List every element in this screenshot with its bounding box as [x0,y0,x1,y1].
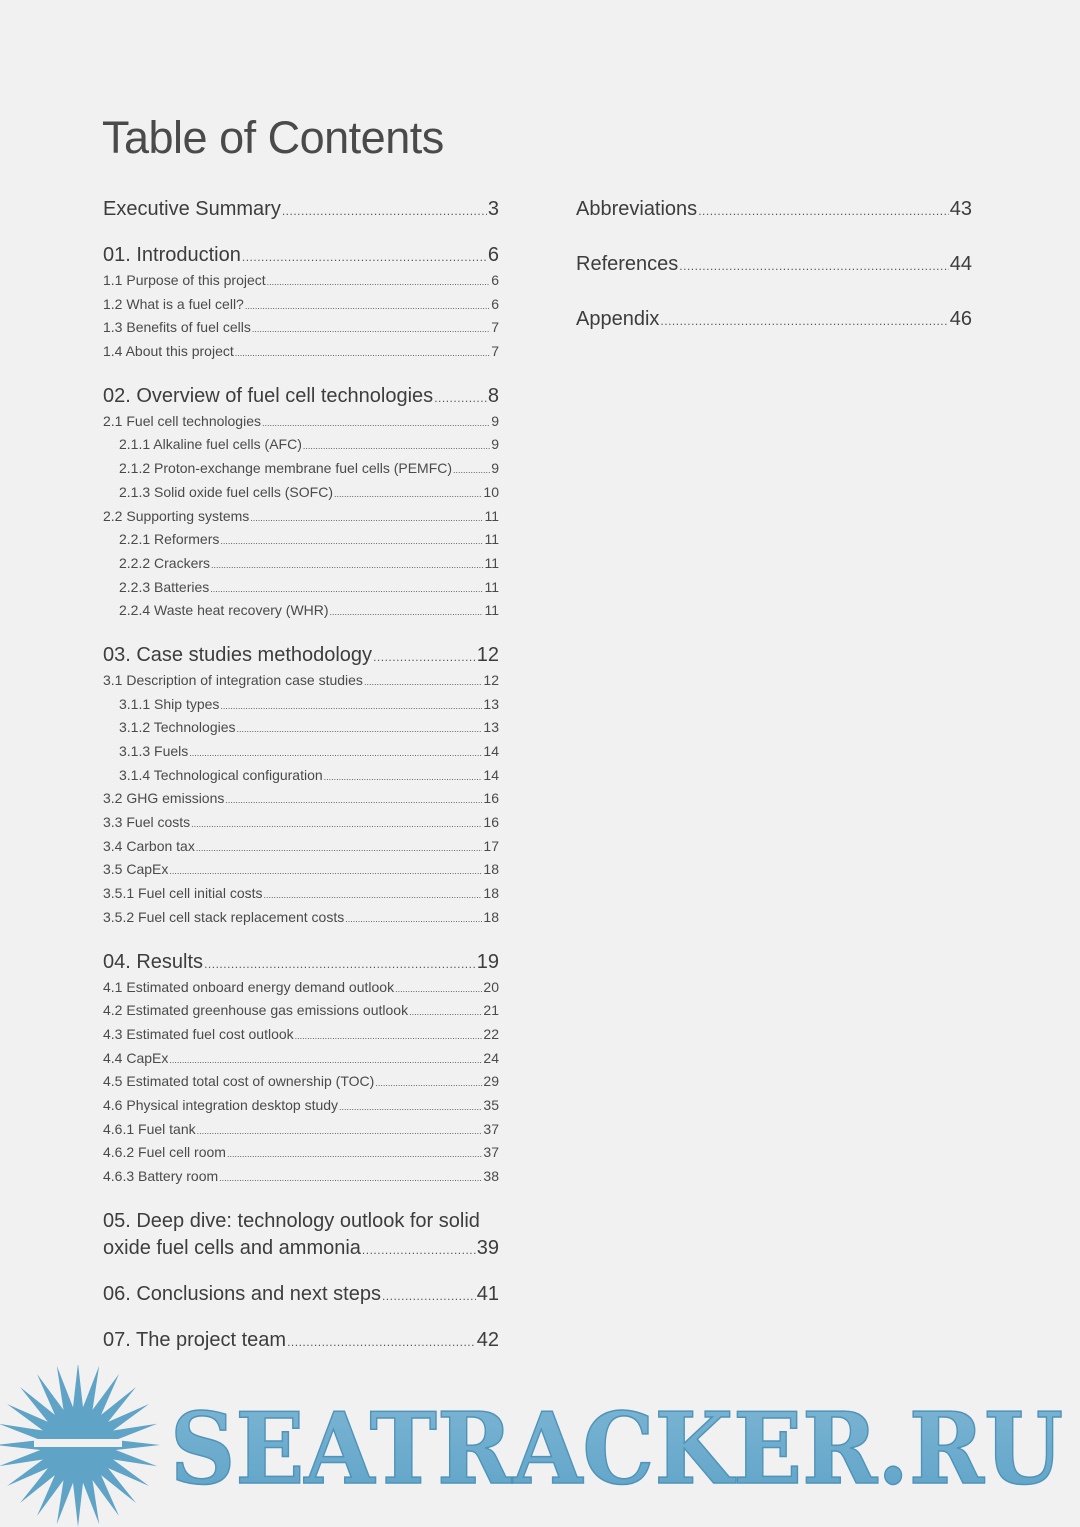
toc-entry-label: 07. The project team [103,1328,287,1351]
toc-subsection[interactable] [103,269,499,293]
toc-section [576,196,972,223]
toc-entry-page: 18 [483,885,499,902]
watermark [0,1365,1080,1527]
toc-subsection[interactable] [103,835,499,859]
dot-leader [453,457,490,481]
toc-section [103,1208,499,1262]
toc-section [103,1281,499,1308]
toc-entry-label: 4.4 CapEx [103,1049,169,1066]
toc-entry-page: 13 [483,719,499,736]
dot-leader [262,410,490,434]
toc-entry-label: 4.6 Physical integration desktop study [103,1096,339,1113]
dot-leader [237,716,483,740]
toc-chapter[interactable] [103,196,499,223]
toc-entry-page: 11 [484,507,499,524]
dot-leader [196,835,483,859]
page-title: Table of Contents [102,112,444,163]
dot-leader [169,858,482,882]
toc-entry-page: 12 [483,671,499,688]
dot-leader [287,1327,476,1354]
dot-leader [197,1118,483,1142]
toc-entry-label: 2.1.1 Alkaline fuel cells (AFC) [119,436,302,453]
toc-entry-label: 1.1 Purpose of this project [103,272,266,288]
toc-entry-page: 9 [491,460,499,477]
toc-section [103,642,499,930]
toc-section [103,196,499,223]
dot-leader [191,811,482,835]
toc-subsection[interactable] [103,576,499,600]
toc-entry-page: 29 [483,1073,499,1090]
toc-entry-label: 4.6.3 Battery room [103,1168,219,1184]
toc-entry-label: 4.5 Estimated total cost of ownership (TOC) [103,1073,375,1090]
toc-entry-page: 18 [483,908,499,925]
toc-subsection[interactable] [103,599,499,623]
toc-entry-page: 24 [483,1049,499,1066]
dot-leader [211,552,483,576]
toc-entry-label: Appendix [576,308,660,330]
toc-subsection[interactable] [103,481,499,505]
toc-entry-page: 7 [491,343,499,360]
dot-leader [362,1235,476,1262]
dot-leader [698,196,949,223]
toc-subsection[interactable] [103,811,499,835]
toc-entry-label: 4.6.1 Fuel tank [103,1120,196,1137]
toc-chapter[interactable] [103,1281,499,1308]
dot-leader [382,1281,476,1308]
toc-entry-page: 35 [483,1096,499,1113]
toc-subsection[interactable] [103,882,499,906]
toc-subsection[interactable] [103,976,499,1000]
toc-entry-page: 16 [483,814,499,831]
toc-entry-label: 3.4 Carbon tax [103,837,195,854]
dot-leader [375,1070,482,1094]
toc-subsection[interactable] [103,552,499,576]
toc-entry-page: 16 [483,790,499,807]
dot-leader [225,787,482,811]
dot-leader [189,740,482,764]
toc-subsection[interactable] [103,999,499,1023]
toc-entry-page: 22 [483,1025,499,1042]
toc-entry-label: 04. Results [103,950,204,973]
toc-subsection[interactable] [103,1165,499,1189]
toc-section [576,251,972,278]
toc-subsection[interactable] [103,1094,499,1118]
toc-entry-label: 01. Introduction [103,244,241,266]
dot-leader [210,576,483,600]
toc-subsection[interactable] [103,505,499,529]
toc-entry-page: 7 [491,319,499,336]
toc-entry-label: 3.5.1 Fuel cell initial costs [103,885,263,902]
toc-entry-page: 11 [484,531,499,548]
toc-chapter[interactable] [103,1235,499,1262]
toc-entry-label: 1.2 What is a fuel cell? [103,295,244,312]
dot-leader [434,383,487,410]
dot-leader [334,481,482,505]
toc-entry-label: 2.2 Supporting systems [103,507,250,524]
toc-subsection[interactable] [103,1141,499,1165]
toc-subsection[interactable] [103,906,499,930]
dot-leader [242,242,487,269]
toc-entry-label: 06. Conclusions and next steps [103,1282,381,1305]
toc-entry-page: 19 [476,950,499,973]
toc-entry-page: 44 [949,253,972,275]
toc-entry-page: 8 [487,384,499,407]
sun-burst-icon [0,1365,160,1527]
toc-entry-page: 11 [484,554,499,571]
toc-entry-label: 4.2 Estimated greenhouse gas emissions outlook [103,1002,409,1019]
toc-section [576,306,972,333]
toc-entry-label: 4.1 Estimated onboard energy demand outlook [103,978,395,995]
toc-subsection[interactable] [103,740,499,764]
toc-entry-label: References [576,253,679,275]
dot-leader [264,882,483,906]
toc-entry-label: 3.2 GHG emissions [103,790,225,807]
dot-leader [345,906,482,930]
toc-subsection[interactable] [103,693,499,717]
toc-section [103,383,499,623]
toc-entry-label: 2.2.3 Batteries [119,578,210,595]
toc-section [103,1327,499,1354]
toc-entry-page: 3 [487,198,499,220]
toc-subsection[interactable] [103,340,499,364]
dot-leader [364,669,482,693]
toc-entry-page: 11 [484,602,499,619]
toc-entry-label: 2.2.1 Reformers [119,531,220,548]
toc-entry-label: 2.1.3 Solid oxide fuel cells (SOFC) [119,483,333,500]
toc-entry-page: 6 [487,244,499,266]
toc-subsection[interactable] [103,787,499,811]
toc-entry-label: 3.1 Description of integration case studies [103,671,363,688]
dot-leader [227,1141,482,1165]
dot-leader [679,251,948,278]
toc-entry-page: 37 [483,1120,499,1137]
toc-subsection[interactable] [103,1118,499,1142]
toc-entry-page: 42 [476,1328,499,1351]
toc-entry-label: 1.3 Benefits of fuel cells [103,319,251,336]
toc-subsection[interactable] [103,1070,499,1094]
toc-entry-page: 9 [491,412,499,429]
toc-entry-label: Executive Summary [103,198,281,220]
toc-entry-page: 18 [483,861,499,878]
dot-leader [252,316,490,340]
toc-entry-label: 3.5 CapEx [103,861,169,878]
toc-chapter[interactable] [576,251,972,278]
toc-entry-label: 2.2.4 Waste heat recovery (WHR) [119,602,329,619]
toc-entry-page: 21 [483,1002,499,1019]
toc-subsection[interactable] [103,1023,499,1047]
toc-subsection[interactable] [103,1047,499,1071]
toc-subsection[interactable] [103,433,499,457]
toc-entry-page: 13 [483,695,499,712]
toc-entry-page: 41 [476,1282,499,1305]
toc-entry-label: 3.1.3 Fuels [119,743,189,759]
toc-entry-label: 2.1 Fuel cell technologies [103,412,261,429]
toc-entry-page: 46 [949,308,972,330]
dot-leader [282,196,487,223]
sun-horizon [34,1439,122,1447]
dot-leader [660,306,948,333]
toc-subsection[interactable] [103,457,499,481]
toc-subsection[interactable] [103,716,499,740]
toc-entry-page: 17 [483,837,499,854]
toc-entry-page: 11 [484,578,499,595]
toc-chapter[interactable] [103,383,499,410]
toc-chapter[interactable] [576,196,972,223]
toc-subsection[interactable] [103,764,499,788]
dot-leader [250,505,483,529]
toc-subsection[interactable] [103,410,499,434]
toc-entry-label: 2.2.2 Crackers [119,554,211,571]
toc-subsection[interactable] [103,293,499,317]
toc-entry-label: Abbreviations [576,198,698,220]
toc-entry-label: 4.6.2 Fuel cell room [103,1144,226,1161]
dot-leader [219,1165,482,1189]
dot-leader [324,764,483,788]
toc-chapter[interactable] [103,642,499,669]
toc-entry-page: 43 [949,198,972,220]
toc-entry-page: 38 [483,1168,499,1184]
toc-chapter[interactable] [103,242,499,269]
toc-entry-page: 20 [483,978,499,995]
toc-subsection[interactable] [103,528,499,552]
toc-entry-label: 1.4 About this project [103,343,234,360]
toc-entry-label: 3.1.4 Technological configuration [119,766,323,783]
toc-entry-page: 10 [483,483,499,500]
toc-section [103,242,499,364]
toc-entry-label: 2.1.2 Proton-exchange membrane fuel cells (PEMFC) [119,460,453,477]
toc-entry-page: 12 [476,643,499,666]
toc-entry-label: 02. Overview of fuel cell technologies [103,384,434,407]
toc-entry-label: 3.5.2 Fuel cell stack replacement costs [103,908,345,925]
dot-leader [373,642,476,669]
toc-subsection[interactable] [103,316,499,340]
toc-chapter[interactable] [103,949,499,976]
toc-entry-page: 9 [491,436,499,453]
toc-right-column [576,196,972,361]
watermark-text: SEATRACKER.RU [170,1392,1063,1507]
toc-entry-label: 03. Case studies methodology [103,643,373,666]
toc-entry-page: 39 [476,1236,499,1259]
toc-left-column [103,196,499,1373]
dot-leader [267,269,491,293]
toc-chapter-line1[interactable]: 05. Deep dive: technology outlook for solid [103,1209,480,1232]
toc-entry-page: 14 [483,766,499,783]
toc-entry-label: 3.3 Fuel costs [103,814,191,831]
dot-leader [295,1023,483,1047]
toc-entry-page: 14 [483,743,499,759]
dot-leader [169,1047,482,1071]
toc-entry-label: oxide fuel cells and ammonia [103,1236,361,1259]
dot-leader [220,528,483,552]
toc-entry-page: 6 [491,295,499,312]
toc-entry-label: 3.1.2 Technologies [119,719,236,736]
dot-leader [330,599,484,623]
toc-subsection[interactable] [103,669,499,693]
toc-entry-label: 4.3 Estimated fuel cost outlook [103,1025,294,1042]
toc-section [103,949,499,1189]
toc-entry-label: 3.1.1 Ship types [119,695,220,712]
toc-subsection[interactable] [103,858,499,882]
toc-entry-page: 37 [483,1144,499,1161]
dot-leader [235,340,490,364]
dot-leader [220,693,482,717]
toc-chapter[interactable] [576,306,972,333]
dot-leader [204,949,476,976]
dot-leader [303,433,490,457]
dot-leader [395,976,482,1000]
toc-chapter[interactable] [103,1327,499,1354]
dot-leader [245,293,490,317]
dot-leader [409,999,482,1023]
toc-entry-page: 6 [491,272,499,288]
dot-leader [339,1094,482,1118]
